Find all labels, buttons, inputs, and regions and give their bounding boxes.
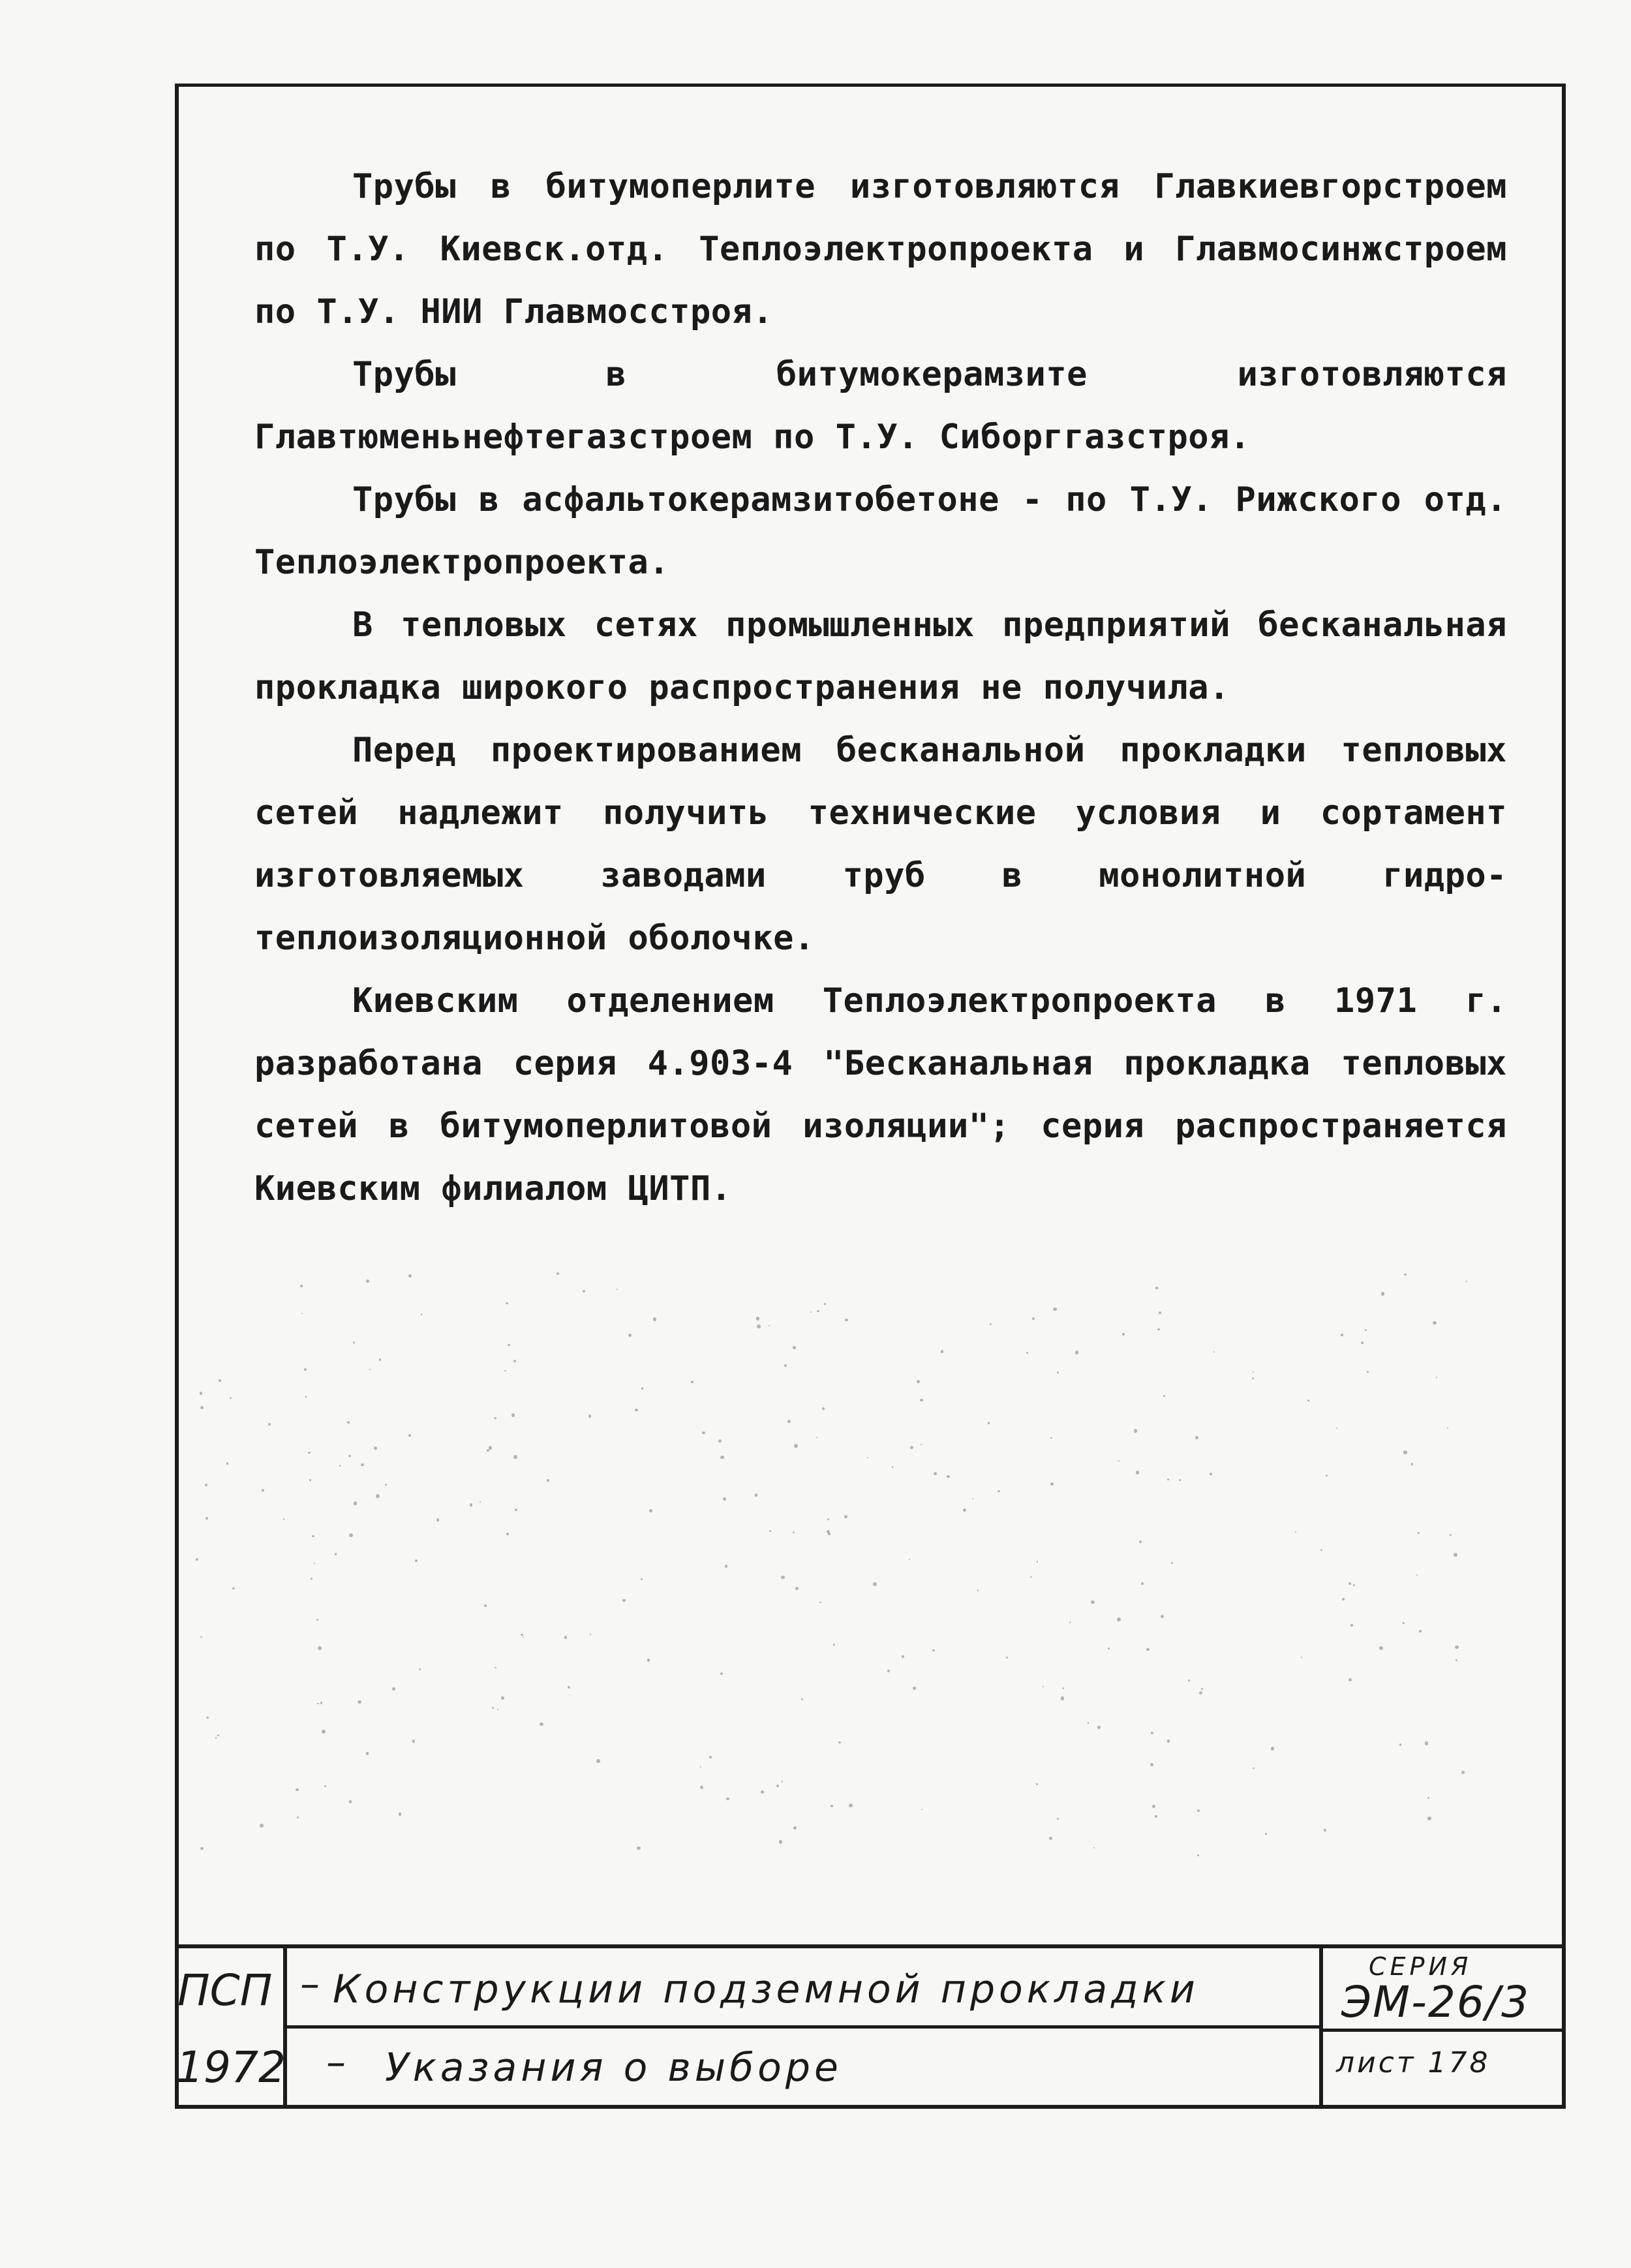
scan-speck [998, 1490, 999, 1492]
scan-speck [547, 1479, 549, 1481]
scan-speck [845, 1319, 847, 1321]
scan-speck [1427, 1797, 1429, 1799]
scan-speck [1433, 1321, 1436, 1325]
title-block-org-cell [175, 1948, 287, 2109]
scan-speck [755, 1494, 757, 1496]
scan-speck [702, 1432, 705, 1434]
scan-speck [487, 1449, 489, 1452]
scan-speck [709, 1756, 712, 1758]
title-dash-1: – [300, 1961, 320, 2007]
scan-speck [320, 1702, 322, 1704]
scan-speck [501, 1696, 504, 1700]
scan-speck [317, 1703, 319, 1705]
scan-speck [376, 1494, 380, 1498]
scan-speck [1195, 1436, 1198, 1439]
scan-speck [470, 1503, 473, 1507]
scan-speck [415, 1559, 418, 1562]
scan-speck [725, 1565, 728, 1568]
scan-speck [833, 1644, 835, 1646]
scan-speck [300, 1285, 303, 1287]
paragraph-5: Перед проектированием бесканальной прокладки тепловых сетей надлежит получить технические условия и сортамент изготовляемых заводами труб в монолитной гидро-теплоизоляционной оболочке. [254, 731, 1507, 958]
scan-speck [1050, 1482, 1054, 1486]
scan-speck [1307, 1400, 1309, 1402]
scan-speck [399, 1813, 401, 1815]
series-label: СЕРИЯ [1369, 1952, 1472, 1981]
scan-speck [647, 1659, 650, 1661]
scan-speck [1367, 1371, 1369, 1373]
series-separator [1323, 2029, 1562, 2032]
title-block-series-cell [1323, 1948, 1562, 2109]
scan-speck [793, 1826, 797, 1830]
scan-speck [819, 1602, 821, 1603]
scan-speck [358, 1700, 361, 1704]
org-code: ПСП [177, 1965, 273, 2015]
scan-speck [309, 1479, 311, 1480]
scan-speck [1381, 1292, 1384, 1295]
title-row-1 [287, 1948, 1319, 2029]
scan-speck [200, 1847, 203, 1850]
scan-speck [1341, 1334, 1343, 1336]
scan-speck [1155, 1287, 1157, 1289]
scan-speck [1418, 1532, 1420, 1534]
scan-speck [504, 1370, 506, 1372]
scan-speck [1036, 1783, 1038, 1785]
scan-speck [1365, 1329, 1367, 1331]
scan-speck [795, 1587, 799, 1590]
scan-speck [297, 1816, 299, 1818]
scan-speck [1403, 1450, 1407, 1454]
scan-speck [782, 1781, 783, 1782]
scan-speck [756, 1317, 760, 1321]
scan-speck [1117, 1617, 1121, 1621]
scan-speck [920, 1399, 922, 1402]
scan-speck [335, 1553, 337, 1555]
scan-speck [200, 1392, 202, 1394]
scan-speck [1425, 1741, 1429, 1745]
scan-speck [1063, 1687, 1064, 1689]
scan-speck [1450, 1534, 1452, 1536]
scan-speck [262, 1489, 264, 1492]
scan-speck [540, 1723, 543, 1726]
scan-speck [316, 1619, 318, 1621]
scan-speck [723, 1497, 726, 1501]
scan-speck [761, 1790, 764, 1794]
scan-speck [1349, 1582, 1351, 1585]
scan-speck [219, 1379, 221, 1381]
scan-speck [1057, 1372, 1059, 1373]
scan-speck [564, 1636, 567, 1638]
sheet-number: лист 178 [1336, 2046, 1491, 2079]
scan-speck [354, 1501, 357, 1505]
scan-speck [1403, 1622, 1405, 1624]
scan-speck [787, 1420, 791, 1423]
scan-speck [1037, 1561, 1038, 1562]
scan-speck [515, 1509, 517, 1511]
scan-speck [205, 1484, 207, 1486]
scan-speck [1456, 1659, 1457, 1661]
scan-speck [817, 1310, 819, 1312]
scan-speck [1210, 1473, 1212, 1475]
scan-speck [1151, 1732, 1153, 1734]
scan-speck [353, 1341, 355, 1343]
paragraph-6: Киевским отделением Теплоэлектропроекта в 1971 г. разработана серия 4.903-4 "Бесканальная прокладка тепловых сетей в битумоперлитовой изоляции"; серия распространяется Киевским филиалом ЦИТП. [254, 981, 1507, 1208]
scan-speck [1454, 1553, 1457, 1557]
scan-speck [1150, 1763, 1153, 1766]
scan-speck [1069, 1621, 1071, 1623]
scan-speck [374, 1447, 377, 1450]
scan-speck [941, 1350, 944, 1353]
scan-speck [947, 1475, 950, 1479]
scan-speck [1122, 1333, 1125, 1336]
title-dash-2: – [326, 2040, 346, 2085]
scan-speck [1032, 1317, 1035, 1320]
scan-speck [1201, 1688, 1203, 1690]
scan-speck [1152, 1805, 1155, 1808]
scan-speck [494, 1417, 496, 1419]
scan-speck [588, 1415, 591, 1417]
scan-speck [641, 1387, 643, 1389]
title-block-title-cell [287, 1948, 1323, 2109]
scan-speck [887, 1670, 890, 1672]
scan-speck [963, 1509, 966, 1512]
scan-speck [596, 1759, 600, 1763]
paragraph-1: Трубы в битумоперлите изготовляются Главкиевгорстроем по Т.У. Киевск.отд. Теплоэлектропроекта и Главмосинжстроем по Т.У. НИИ Главмосстроя. [254, 167, 1507, 331]
scan-speck [1118, 1460, 1120, 1462]
scan-speck [348, 1455, 351, 1458]
scan-speck [489, 1446, 492, 1449]
scan-speck [1097, 1726, 1101, 1729]
scan-speck [523, 1636, 525, 1638]
scan-speck [635, 1409, 638, 1412]
scan-speck [508, 1344, 510, 1346]
scan-speck [1141, 1582, 1144, 1585]
scan-speck [1057, 1818, 1059, 1820]
scan-speck [1427, 1816, 1431, 1820]
document-body [254, 155, 1507, 1220]
scan-speck [283, 1518, 284, 1520]
scan-speck [622, 1599, 625, 1602]
year: 1972 [176, 2042, 286, 2092]
paragraph-3: Трубы в асфальтокерамзитобетоне - по Т.У. Рижского отд. Теплоэлектропроекта. [254, 480, 1507, 582]
scan-speck [637, 1847, 640, 1850]
scan-speck [1088, 1722, 1089, 1723]
scan-speck [977, 1589, 979, 1591]
scan-speck [1159, 1311, 1161, 1314]
scan-speck [794, 1444, 798, 1448]
scan-speck [1404, 1274, 1406, 1276]
scan-speck [513, 1360, 516, 1362]
scan-speck [232, 1587, 234, 1589]
title-line-2: Указания о выборе [385, 2045, 842, 2091]
scan-speck [1161, 1615, 1164, 1618]
scan-speck [200, 1636, 202, 1638]
scan-speck [1271, 1747, 1274, 1750]
scan-speck [1336, 1428, 1337, 1429]
scan-speck [793, 1346, 796, 1349]
paragraph-4: В тепловых сетях промышленных предприятий бесканальная прокладка широкого распространения не получила. [254, 605, 1507, 707]
scan-speck [366, 1752, 369, 1755]
scan-speck [361, 1463, 363, 1466]
scan-speck [1053, 1308, 1057, 1311]
scan-speck [506, 1533, 509, 1535]
scan-speck [1253, 1372, 1254, 1373]
scan-speck [419, 1668, 421, 1670]
scan-speck [268, 1423, 271, 1426]
scan-speck [379, 1358, 381, 1360]
scan-speck [1006, 1657, 1008, 1659]
scan-speck [1188, 1679, 1190, 1681]
scan-speck [412, 1739, 415, 1742]
scan-speck [1139, 1540, 1142, 1543]
title-block [175, 1944, 1566, 2109]
scan-speck [304, 1368, 307, 1371]
scan-speck [322, 1730, 326, 1734]
scan-speck [1455, 1646, 1458, 1649]
scan-speck [617, 1289, 618, 1290]
scan-speck [436, 1518, 439, 1521]
scan-speck [801, 1698, 803, 1700]
series-value: ЭМ-26/3 [1341, 1977, 1531, 2027]
scan-speck [1350, 1624, 1353, 1627]
scan-speck [1461, 1771, 1465, 1774]
scan-speck [513, 1455, 517, 1459]
scan-speck [1320, 1549, 1322, 1551]
scan-speck [260, 1824, 264, 1828]
scan-speck [1091, 1601, 1094, 1604]
scan-speck [349, 1800, 352, 1803]
scan-speck [1419, 1630, 1421, 1632]
title-line-1: Конструкции подземной прокладки [333, 1967, 1199, 2012]
scan-speck [1197, 1854, 1198, 1856]
scan-speck [649, 1509, 652, 1512]
scan-speck [838, 1741, 841, 1744]
paragraph-2: Трубы в битумокерамзите изготовляются Главтюменьнефтегазстроем по Т.У. Сиборггазстроя. [254, 355, 1507, 457]
scan-speck [312, 1535, 314, 1538]
scan-speck [1324, 1829, 1326, 1831]
scan-speck [506, 1302, 508, 1304]
scan-speck [726, 1798, 729, 1800]
scan-speck [349, 1533, 353, 1537]
scan-speck [296, 1788, 298, 1791]
scan-speck [628, 1334, 632, 1337]
scan-speck [902, 1655, 904, 1658]
scan-speck [215, 1737, 217, 1738]
scan-speck [318, 1646, 322, 1650]
scan-speck [339, 1465, 341, 1466]
scan-speck [1061, 1696, 1065, 1700]
scan-speck [1155, 1815, 1157, 1818]
